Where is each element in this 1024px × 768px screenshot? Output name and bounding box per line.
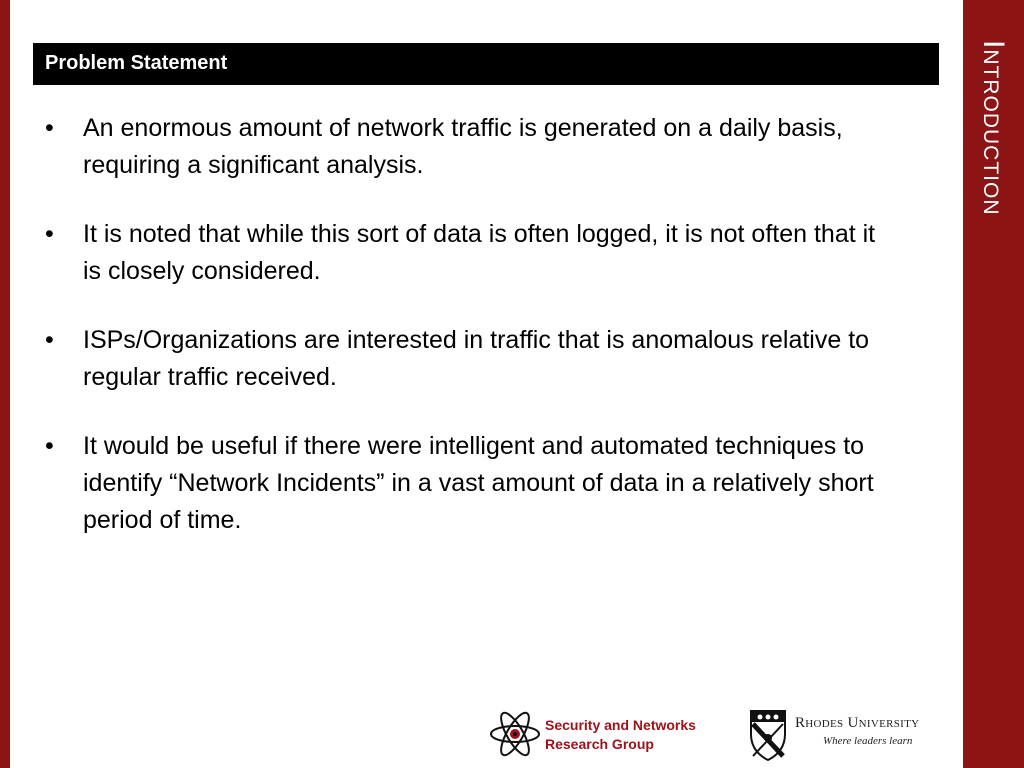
- slide-title: Problem Statement: [45, 52, 228, 74]
- header-bar: [33, 43, 939, 85]
- section-title: Introduction: [977, 40, 1010, 216]
- footer-logos: [485, 705, 955, 765]
- bullet-text: ISPs/Organizations are interested in traffic that is anomalous relative to regular traffic received.: [83, 326, 870, 391]
- rhodes-logo-tagline: Where leaders learn: [823, 735, 913, 747]
- left-accent-bar: [0, 0, 10, 768]
- rhodes-logo-name: Rhodes University: [795, 715, 920, 731]
- snrg-logo-line1: Security and Networks: [545, 717, 696, 733]
- bullet-item: [40, 428, 890, 539]
- bullet-text: It would be useful if there were intelligent and automated techniques to identify “Network Incidents” in a vast amount of data in a relatively short period of time.: [83, 432, 874, 534]
- snrg-logo-line2: Research Group: [545, 736, 654, 752]
- university-crest-icon: [748, 708, 788, 762]
- bullet-marker: •: [45, 114, 54, 142]
- bullet-marker: •: [45, 220, 54, 248]
- bullet-marker: •: [45, 326, 54, 354]
- bullet-list: [40, 110, 890, 571]
- bullet-item: [40, 322, 890, 396]
- bullet-item: [40, 110, 890, 184]
- bullet-text: It is noted that while this sort of data is often logged, it is not often that it is closely considered.: [83, 220, 876, 285]
- bullet-marker: •: [45, 432, 54, 460]
- snrg-logo-text: [545, 716, 696, 754]
- bullet-text: An enormous amount of network traffic is generated on a daily basis, requiring a significant analysis.: [83, 114, 843, 179]
- bullet-item: [40, 216, 890, 290]
- atom-icon: [488, 708, 542, 760]
